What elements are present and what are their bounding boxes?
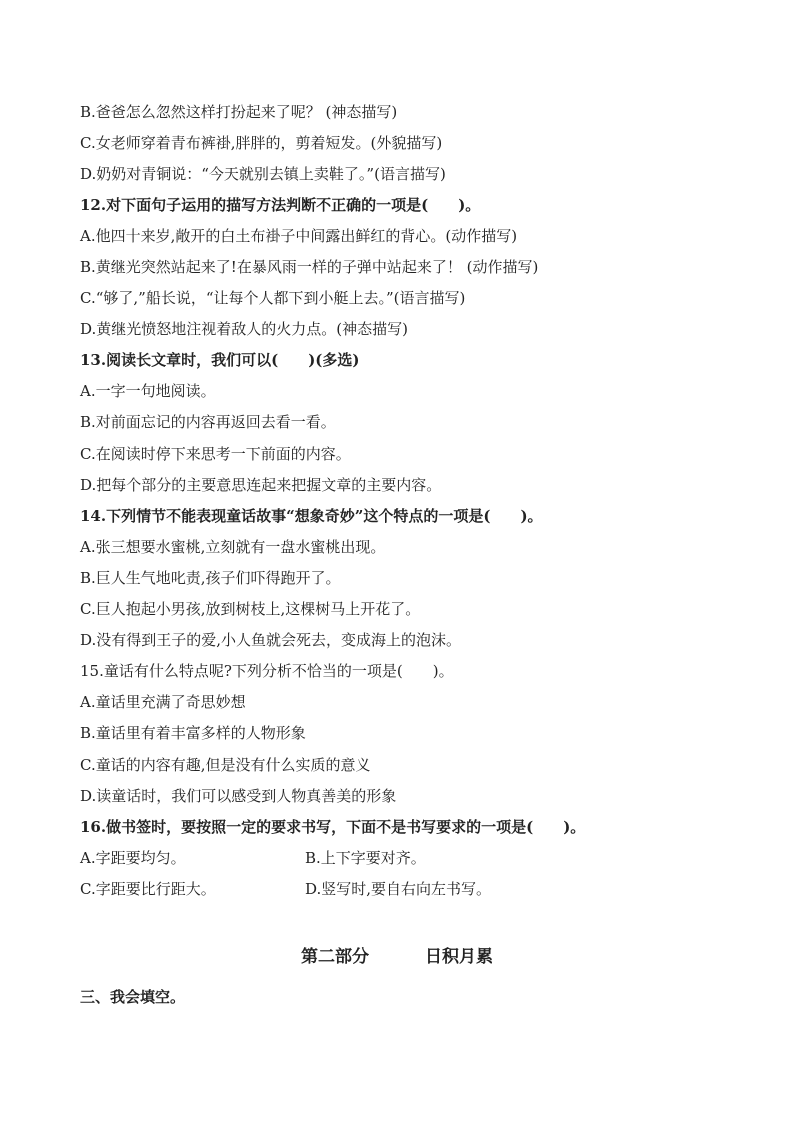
q14-option-c: C.巨人抱起小男孩,放到树枝上,这棵树马上开花了。 [80,600,421,618]
q16-option-d: D.竖写时,要自右向左书写。 [305,880,492,898]
q13-option-b: B.对前面忘记的内容再返回去看一看。 [80,413,336,431]
section-part: 第二部分 [301,947,369,967]
q13-option-a: A.一字一句地阅读。 [80,382,216,400]
section-title [0,946,794,968]
question-16: 16.做书签时，要按照一定的要求书写，下面不是书写要求的一项是( )。 [80,818,586,836]
q14-option-d: D.没有得到王子的爱,小人鱼就会死去，变成海上的泡沫。 [80,631,462,649]
q11-option-d: D.奶奶对青铜说：“今天就别去镇上卖鞋了。”(语言描写) [80,165,446,183]
q11-option-c: C.女老师穿着青布裤褂,胖胖的，剪着短发。(外貌描写) [80,134,443,152]
question-14: 14.下列情节不能表现童话故事“想象奇妙”这个特点的一项是( )。 [80,507,543,525]
q15-option-b: B.童话里有着丰富多样的人物形象 [80,724,306,742]
q15-option-d: D.读童话时，我们可以感受到人物真善美的形象 [80,787,397,805]
q13-option-d: D.把每个部分的主要意思连起来把握文章的主要内容。 [80,476,442,494]
q11-option-b: B.爸爸怎么忽然这样打扮起来了呢？ (神态描写) [80,103,398,121]
q14-option-a: A.张三想要水蜜桃,立刻就有一盘水蜜桃出现。 [80,538,386,556]
q13-option-c: C.在阅读时停下来思考一下前面的内容。 [80,445,351,463]
q14-option-b: B.巨人生气地叱责,孩子们吓得跑开了。 [80,569,341,587]
q16-option-c: C.字距要比行距大。 [80,880,216,898]
q15-option-c: C.童话的内容有趣,但是没有什么实质的意义 [80,756,371,774]
question-15: 15.童话有什么特点呢?下列分析不恰当的一项是( )。 [80,662,454,680]
q12-option-a: A.他四十来岁,敞开的白土布褂子中间露出鲜红的背心。(动作描写) [80,227,518,245]
q12-option-c: C.“够了,”船长说，“让每个人都下到小艇上去。”(语言描写) [80,289,466,307]
q16-option-a: A.字距要均匀。 [80,849,186,867]
q12-option-b: B.黄继光突然站起来了!在暴风雨一样的子弹中站起来了！ (动作描写) [80,258,539,276]
q12-option-d: D.黄继光愤怒地注视着敌人的火力点。(神态描写) [80,320,408,338]
section-heading: 三、我会填空。 [80,988,186,1006]
question-13: 13.阅读长文章时，我们可以( )(多选) [80,351,360,369]
q15-option-a: A.童话里充满了奇思妙想 [80,693,246,711]
question-12: 12.对下面句子运用的描写方法判断不正确的一项是( )。 [80,196,481,214]
q16-option-b: B.上下字要对齐。 [305,849,426,867]
section-name: 日积月累 [425,947,493,967]
